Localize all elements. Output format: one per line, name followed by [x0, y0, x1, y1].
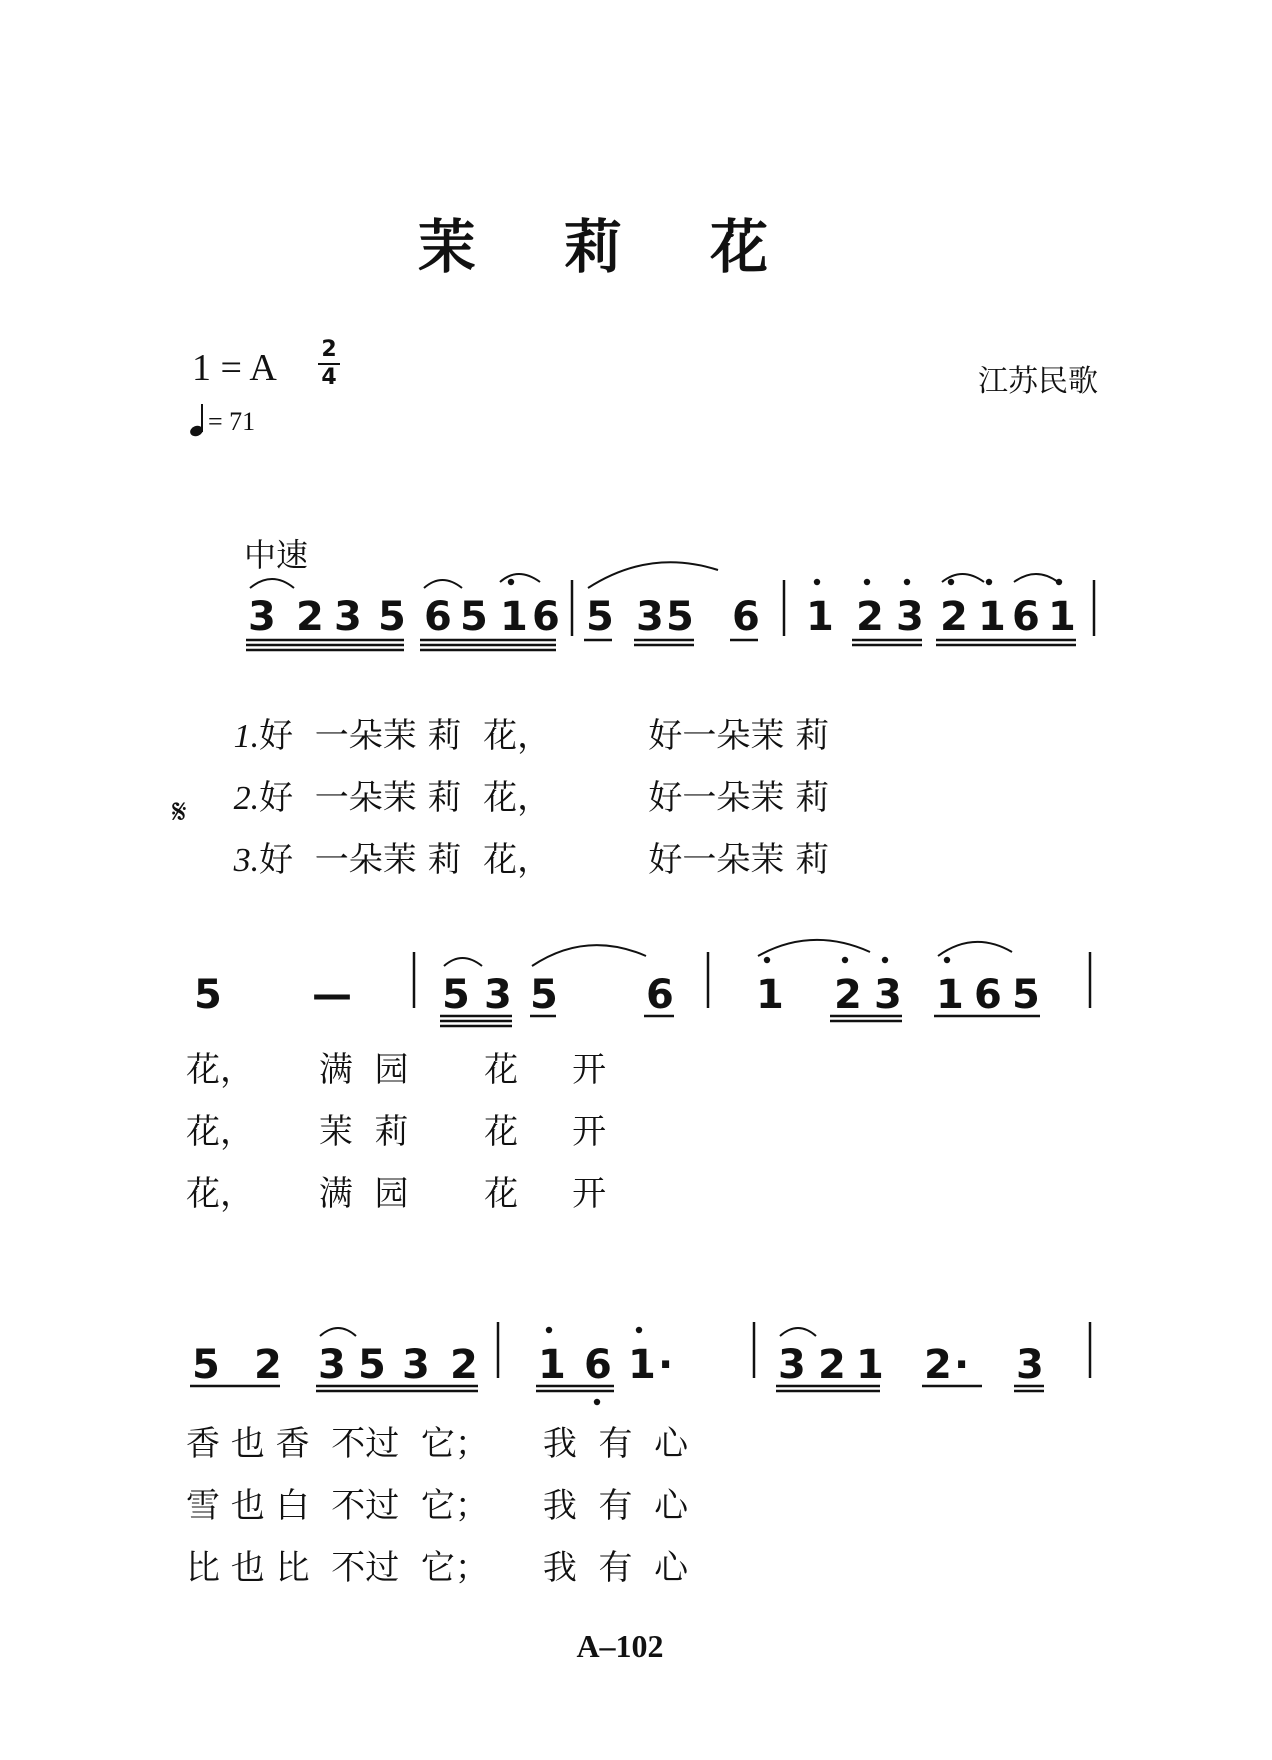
note: 3 [1016, 1342, 1044, 1388]
note: 6 [646, 972, 674, 1018]
tempo-value: = 71 [208, 407, 256, 436]
note: 3 [778, 1342, 806, 1388]
speed-marking: 中速 [244, 536, 309, 574]
note: 5 [378, 594, 406, 640]
note: 6 [732, 594, 760, 640]
note: 2 [818, 1342, 846, 1388]
note: 2 [940, 594, 968, 640]
page-number: A–102 [576, 1628, 664, 1664]
verse-number: 3. [233, 842, 260, 879]
note: 2 [254, 1342, 282, 1388]
note: 3 [874, 972, 902, 1018]
lyric-line: 比 也 比 不过 它； 我 有 心 [186, 1548, 689, 1588]
note: 3 [248, 594, 276, 640]
note: 1 [806, 594, 834, 640]
note: 5 [192, 1342, 220, 1388]
system-2-notes [194, 972, 1040, 1018]
lyric-text: 好 一朵茉 莉 花， 好一朵茉 莉 [259, 840, 830, 880]
song-title: 茉 莉 花 [417, 213, 803, 281]
note: 2 [296, 594, 324, 640]
note: 2 [924, 1342, 952, 1388]
note: 1 [1048, 594, 1076, 640]
note: 2 [856, 594, 884, 640]
note: 1 [538, 1342, 566, 1388]
dot: · [954, 1342, 970, 1388]
note: 2 [450, 1342, 478, 1388]
note: 5 [586, 594, 614, 640]
note: 1 [978, 594, 1006, 640]
verse-number: 1. [233, 718, 260, 755]
segno-sign: 𝄋 [172, 792, 187, 832]
note: 3 [318, 1342, 346, 1388]
key-signature: 1 = A [192, 347, 277, 389]
system-1-notes [248, 594, 1076, 640]
note: 1 [756, 972, 784, 1018]
dot: · [658, 1342, 674, 1388]
note: 1 [500, 594, 528, 640]
lyric-line: 花， 满 园 花 开 [186, 1174, 607, 1214]
note: 3 [334, 594, 362, 640]
lyric-text: 好 一朵茉 莉 花， 好一朵茉 莉 [259, 716, 830, 756]
note: 5 [1012, 972, 1040, 1018]
note: 1 [628, 1342, 656, 1388]
note: 5 [666, 594, 694, 640]
note: 1 [936, 972, 964, 1018]
time-signature-top: 2 [321, 337, 337, 362]
note: 5 [442, 972, 470, 1018]
note: 5 [358, 1342, 386, 1388]
lyric-line: 花， 满 园 花 开 [186, 1050, 607, 1090]
dash: — [312, 972, 352, 1018]
verse-number: 2. [233, 780, 260, 817]
system-3-notes [192, 1342, 1044, 1388]
note: 3 [636, 594, 664, 640]
note: 5 [530, 972, 558, 1018]
lyric-text: 好 一朵茉 莉 花， 好一朵茉 莉 [259, 778, 830, 818]
note: 1 [856, 1342, 884, 1388]
note: 3 [402, 1342, 430, 1388]
note: 6 [424, 594, 452, 640]
note: 5 [460, 594, 488, 640]
note: 5 [194, 972, 222, 1018]
time-signature-bottom: 4 [321, 365, 337, 390]
note: 6 [974, 972, 1002, 1018]
song-origin: 江苏民歌 [978, 364, 1098, 399]
note: 6 [584, 1342, 612, 1388]
note: 3 [896, 594, 924, 640]
lyric-line [212, 792, 829, 881]
lyric-line: 花， 茉 莉 花 开 [186, 1112, 607, 1152]
note: 6 [532, 594, 560, 640]
note: 2 [834, 972, 862, 1018]
lyric-line: 雪 也 白 不过 它； 我 有 心 [186, 1486, 689, 1526]
note: 6 [1012, 594, 1040, 640]
note: 3 [484, 972, 512, 1018]
lyric-line: 香 也 香 不过 它； 我 有 心 [186, 1424, 689, 1464]
